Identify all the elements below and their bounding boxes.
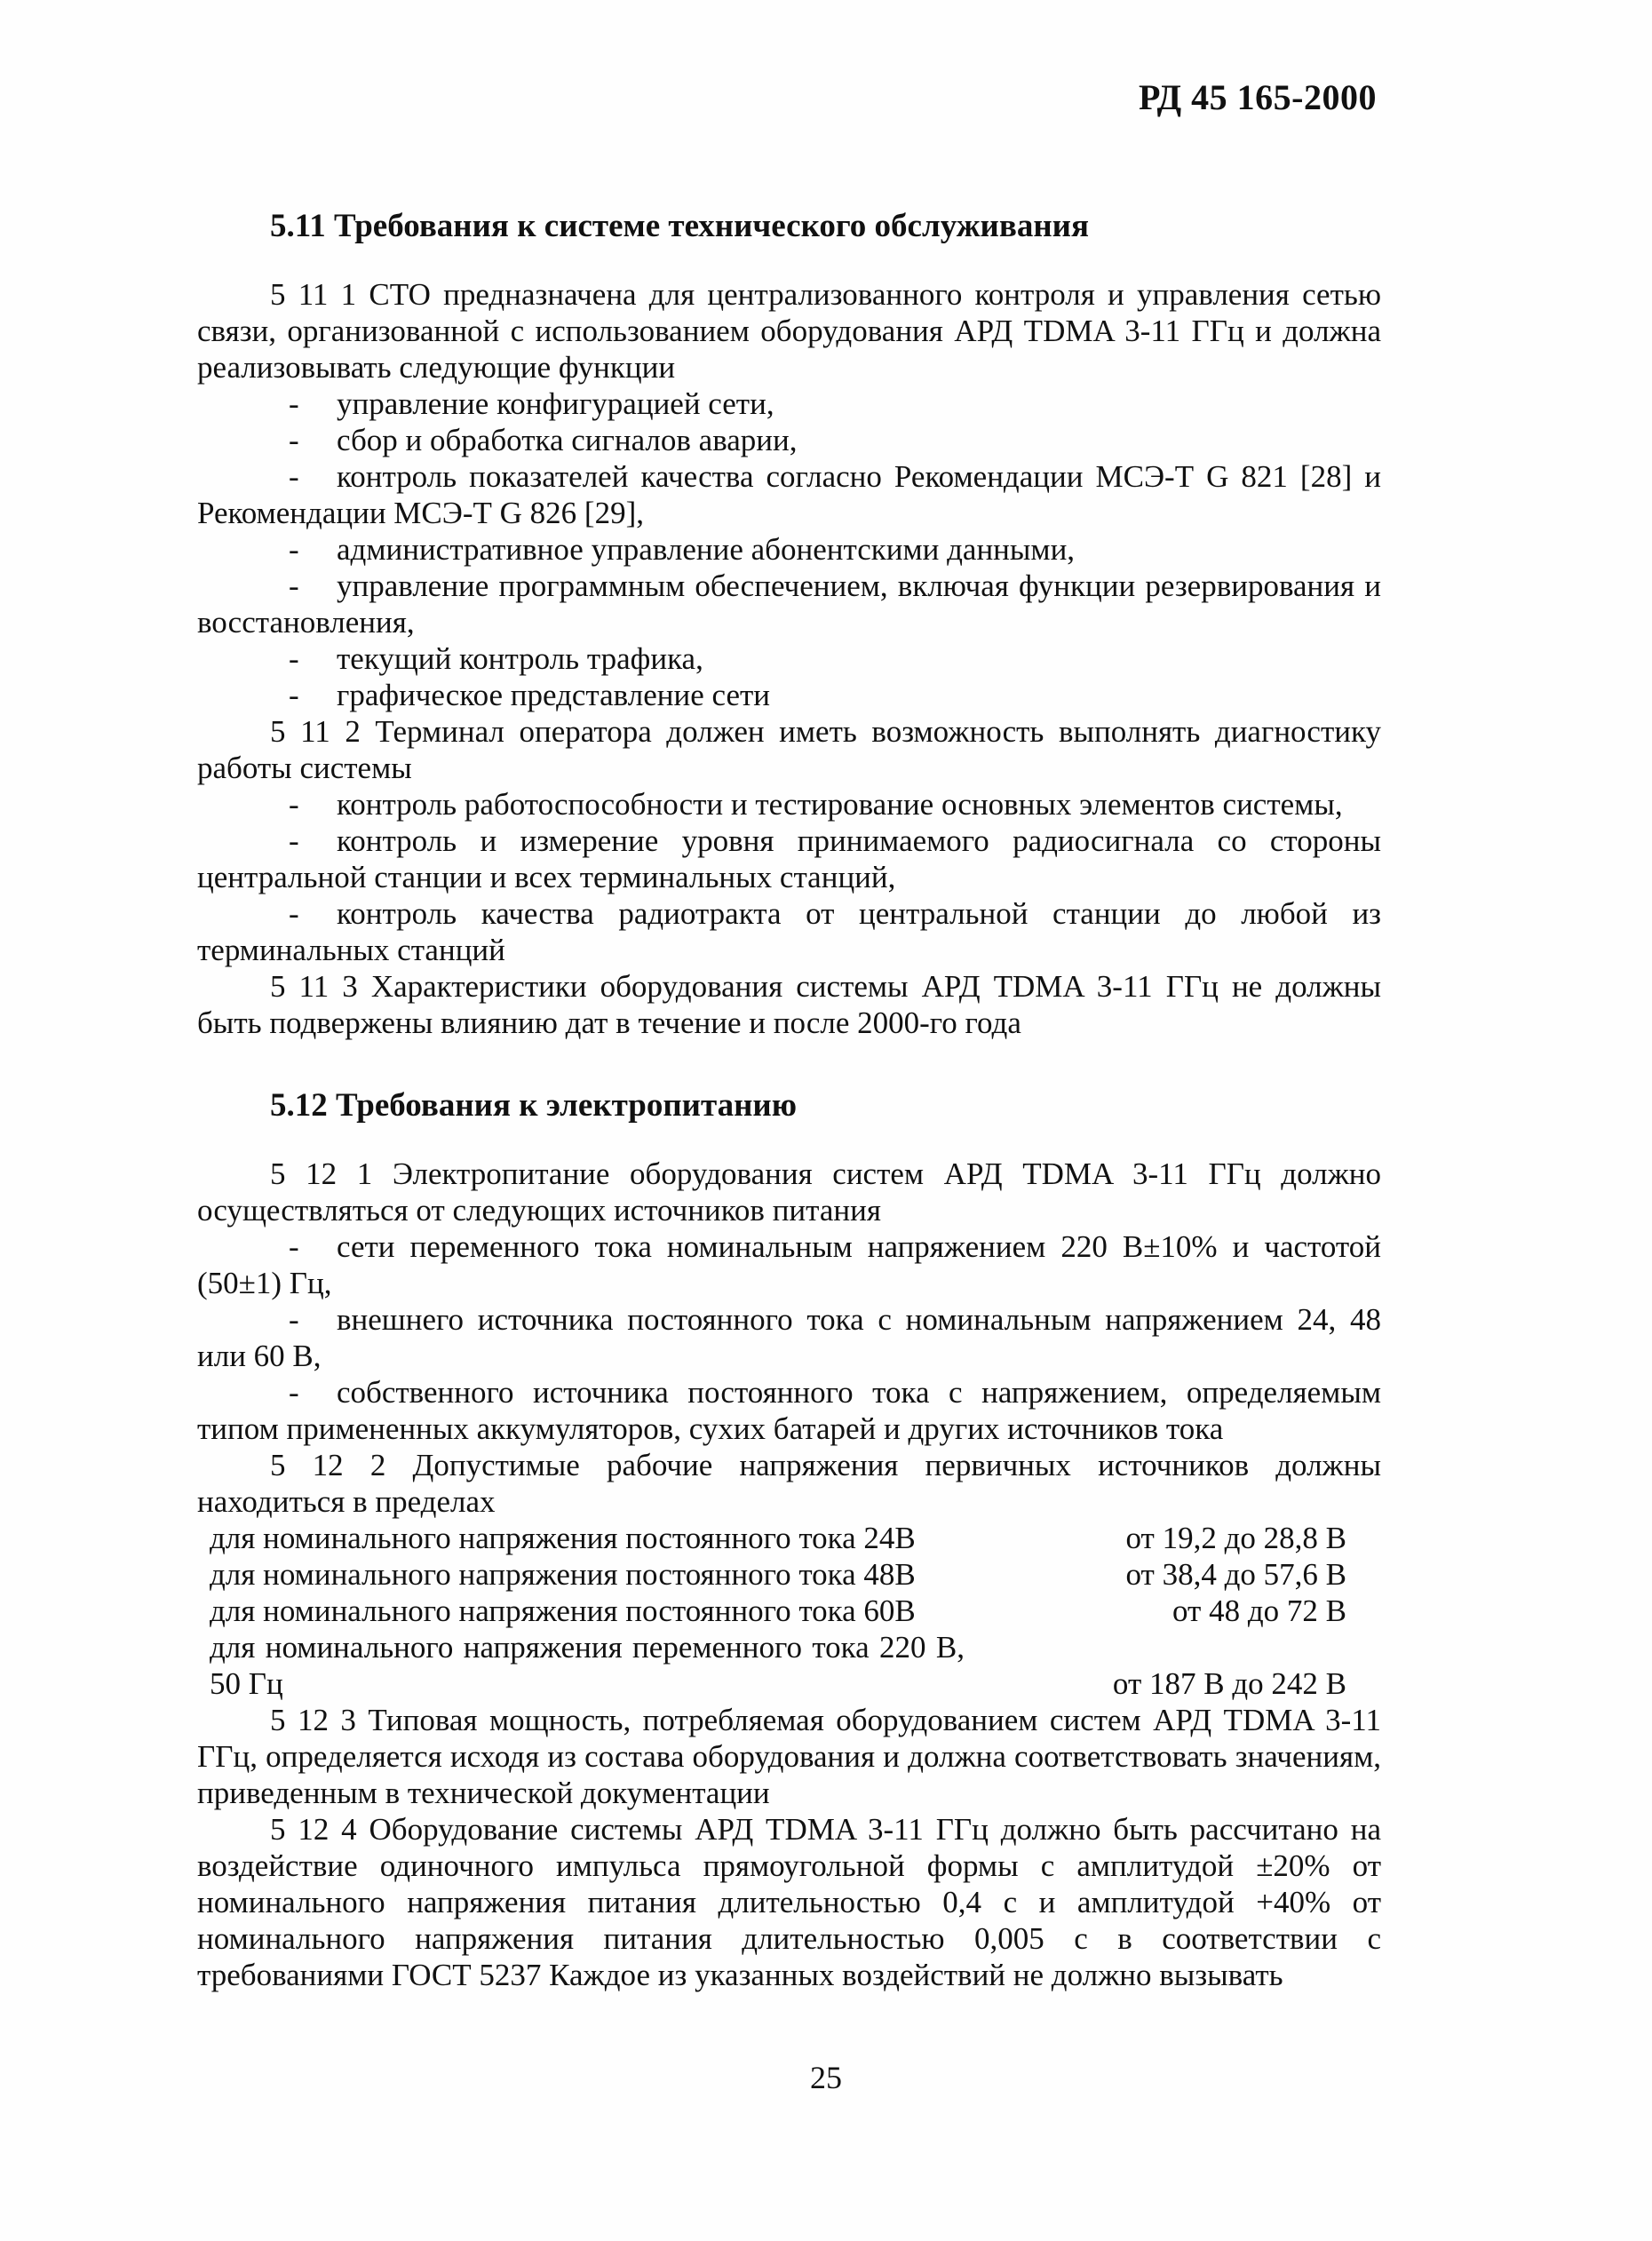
dash-marker: - [289,386,299,421]
dash-marker: - [289,641,299,676]
list-item: - управление программным обеспечением, включая функции резервирования и восстановления, [197,568,1381,640]
dash-marker: - [289,896,299,931]
dash-marker: - [289,1302,299,1337]
dash-marker: - [289,1375,299,1410]
paragraph-5-11-1: 5 11 1 СТО предназначена для централизованного контроля и управления сетью связи, организованной с использованием оборудования АРД TDMA 3-11 ГГц и должна реализовывать следующие функции [197,277,1381,385]
voltage-range: от 48 до 72 В [1172,1593,1346,1628]
table-row [210,1593,1364,1629]
dash-marker: - [289,423,299,457]
list-item: - текущий контроль трафика, [289,641,703,676]
paragraph-5-12-2: 5 12 2 Допустимые рабочие напряжения первичных источников должны находиться в пределах [197,1448,1381,1519]
table-row [210,1556,1364,1593]
paragraph-5-11-3: 5 11 3 Характеристики оборудования системы АРД TDMA 3-11 ГГц не должны быть подвержены влиянию дат в течение и после 2000-го года [197,969,1381,1040]
dash-marker: - [289,678,299,712]
voltage-table [210,1520,1364,1702]
voltage-label: для номинального напряжения постоянного тока 24В [210,1521,916,1555]
paragraph-5-12-1: 5 12 1 Электропитание оборудования систем АРД TDMA 3-11 ГГц должно осуществляться от следующих источников питания [197,1156,1381,1228]
list-item: - внешнего источника постоянного тока с номинальным напряжением 24, 48 или 60 В, [197,1302,1381,1373]
paragraph-5-12-4: 5 12 4 Оборудование системы АРД TDMA 3-11 ГГц должно быть рассчитано на воздействие одиночного импульса прямоугольной формы с амплитудой ±20% от номинального напряжения питания длительностью 0,4 с и амплитудой +40% от номинального напряжения питания длительностью 0,005 с в соответствии с требованиями ГОСТ 5237 Каждое из указанных воздействий не должно вызывать [197,1812,1381,1992]
dash-marker: - [289,532,299,567]
list-item: - сети переменного тока номинальным напряжением 220 В±10% и частотой (50±1) Гц, [197,1229,1381,1300]
section-5-11-title: 5.11 Требования к системе технического обслуживания [270,208,1090,244]
dash-marker: - [289,568,299,603]
section-5-12-title: 5.12 Требования к электропитанию [270,1087,798,1124]
voltage-label: для номинального напряжения постоянного тока 60В [210,1593,916,1628]
voltage-range: от 187 В до 242 В [1112,1666,1346,1701]
document-code: РД 45 165-2000 [1139,77,1377,117]
list-item: - управление конфигурацией сети, [289,386,774,421]
dash-marker: - [289,459,299,494]
list-item: - контроль показателей качества согласно Рекомендации МСЭ-Т G 821 [28] и Рекомендации МСЭ-Т G 826 [29], [197,459,1381,530]
table-row [210,1520,1364,1556]
paragraph-5-12-3: 5 12 3 Типовая мощность, потребляемая оборудованием систем АРД TDMA 3-11 ГГц, определяется исходя из состава оборудования и должна соответствовать значениям, приведенным в технической документации [197,1703,1381,1810]
dash-marker: - [289,787,299,822]
page-content [197,187,1381,1993]
list-item: - графическое представление сети [289,678,771,712]
list-item: - контроль работоспособности и тестирование основных элементов системы, [289,787,1343,822]
paragraph-5-11-2: 5 11 2 Терминал оператора должен иметь возможность выполнять диагностику работы системы [197,714,1381,785]
page-number: 25 [810,2060,842,2095]
voltage-range: от 38,4 до 57,6 В [1125,1557,1346,1592]
voltage-label: для номинального напряжения постоянного тока 48В [210,1557,916,1592]
table-row [210,1629,1364,1702]
list-item: - административное управление абонентскими данными, [289,532,1076,567]
list-item: - контроль качества радиотракта от центральной станции до любой из терминальных станций [197,896,1381,967]
list-item: - сбор и обработка сигналов аварии, [289,423,798,457]
list-item: - собственного источника постоянного тока с напряжением, определяемым типом примененных аккумуляторов, сухих батарей и других источников тока [197,1375,1381,1446]
voltage-range: от 19,2 до 28,8 В [1125,1521,1346,1555]
dash-marker: - [289,1229,299,1264]
voltage-label: для номинального напряжения переменного тока 220 В, 50 Гц [210,1630,965,1701]
list-item: - контроль и измерение уровня принимаемого радиосигнала со стороны центральной станции и всех терминальных станций, [197,823,1381,894]
dash-marker: - [289,823,299,858]
